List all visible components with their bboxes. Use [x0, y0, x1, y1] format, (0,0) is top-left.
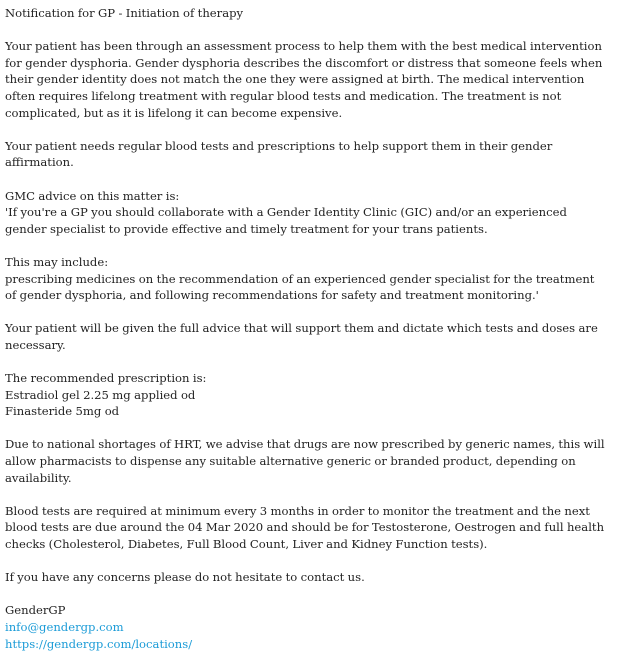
- concerns-paragraph: If you have any concerns please do not hesitate to contact us.: [5, 570, 365, 585]
- may-include-heading: This may include:: [5, 254, 109, 269]
- may-include-text: prescribing medicines on the recommendation of an experienced gender specialist for the treatment of gender dysphoria, and following recommendations for safety and treatment monitoring.': [5, 271, 595, 303]
- gmc-advice-quote: 'If you're a GP you should collaborate with a Gender Identity Clinic (GIC) and/or an experienced gender specialist to provide effective and timely treatment for your trans patients.: [5, 205, 567, 236]
- email-link[interactable]: info@gendergp.com: [5, 619, 124, 634]
- website-link[interactable]: https://gendergp.com/locations/: [5, 636, 193, 651]
- blood-tests-paragraph: Blood tests are required at minimum every 3 months in order to monitor the treatment and the next blood tests are due around the 04 Mar 2020 and should be for Testosterone, Oestrogen and full health checks (Cholesterol, Diabetes, Full Blood Count, Liver and Kidney Function tests).: [5, 503, 605, 551]
- prescription-item: Finasteride 5mg od: [5, 404, 120, 419]
- signature-block: [5, 602, 605, 652]
- may-include-paragraph: [5, 254, 605, 304]
- needs-paragraph: Your patient needs regular blood tests and prescriptions to help support them in their gender affirmation.: [5, 138, 553, 170]
- prescription-heading: The recommended prescription is:: [5, 371, 207, 386]
- gmc-advice-heading: GMC advice on this matter is:: [5, 188, 180, 203]
- intro-paragraph: Your patient has been through an assessment process to help them with the best medical intervention for gender dysphoria. Gender dysphoria describes the discomfort or distress that someone feels when their gender identity does not match the one they were assigned at birth. The medical intervention often requires lifelong treatment with regular blood tests and medication. The treatment is not complicated, but as it is lifelong it can become expensive.: [5, 39, 603, 120]
- gmc-advice-paragraph: [5, 188, 605, 238]
- prescription-item: Estradiol gel 2.25 mg applied od: [5, 387, 196, 402]
- letter-title: Notification for GP - Initiation of therapy: [5, 6, 244, 20]
- signature-name: GenderGP: [5, 603, 66, 618]
- full-advice-paragraph: Your patient will be given the full advice that will support them and dictate which tests and doses are necessary.: [5, 321, 598, 352]
- prescription-paragraph: [5, 370, 605, 420]
- shortages-paragraph: Due to national shortages of HRT, we advise that drugs are now prescribed by generic names, this will allow pharmacists to dispense any suitable alternative generic or branded product, depending on availability.: [5, 437, 605, 485]
